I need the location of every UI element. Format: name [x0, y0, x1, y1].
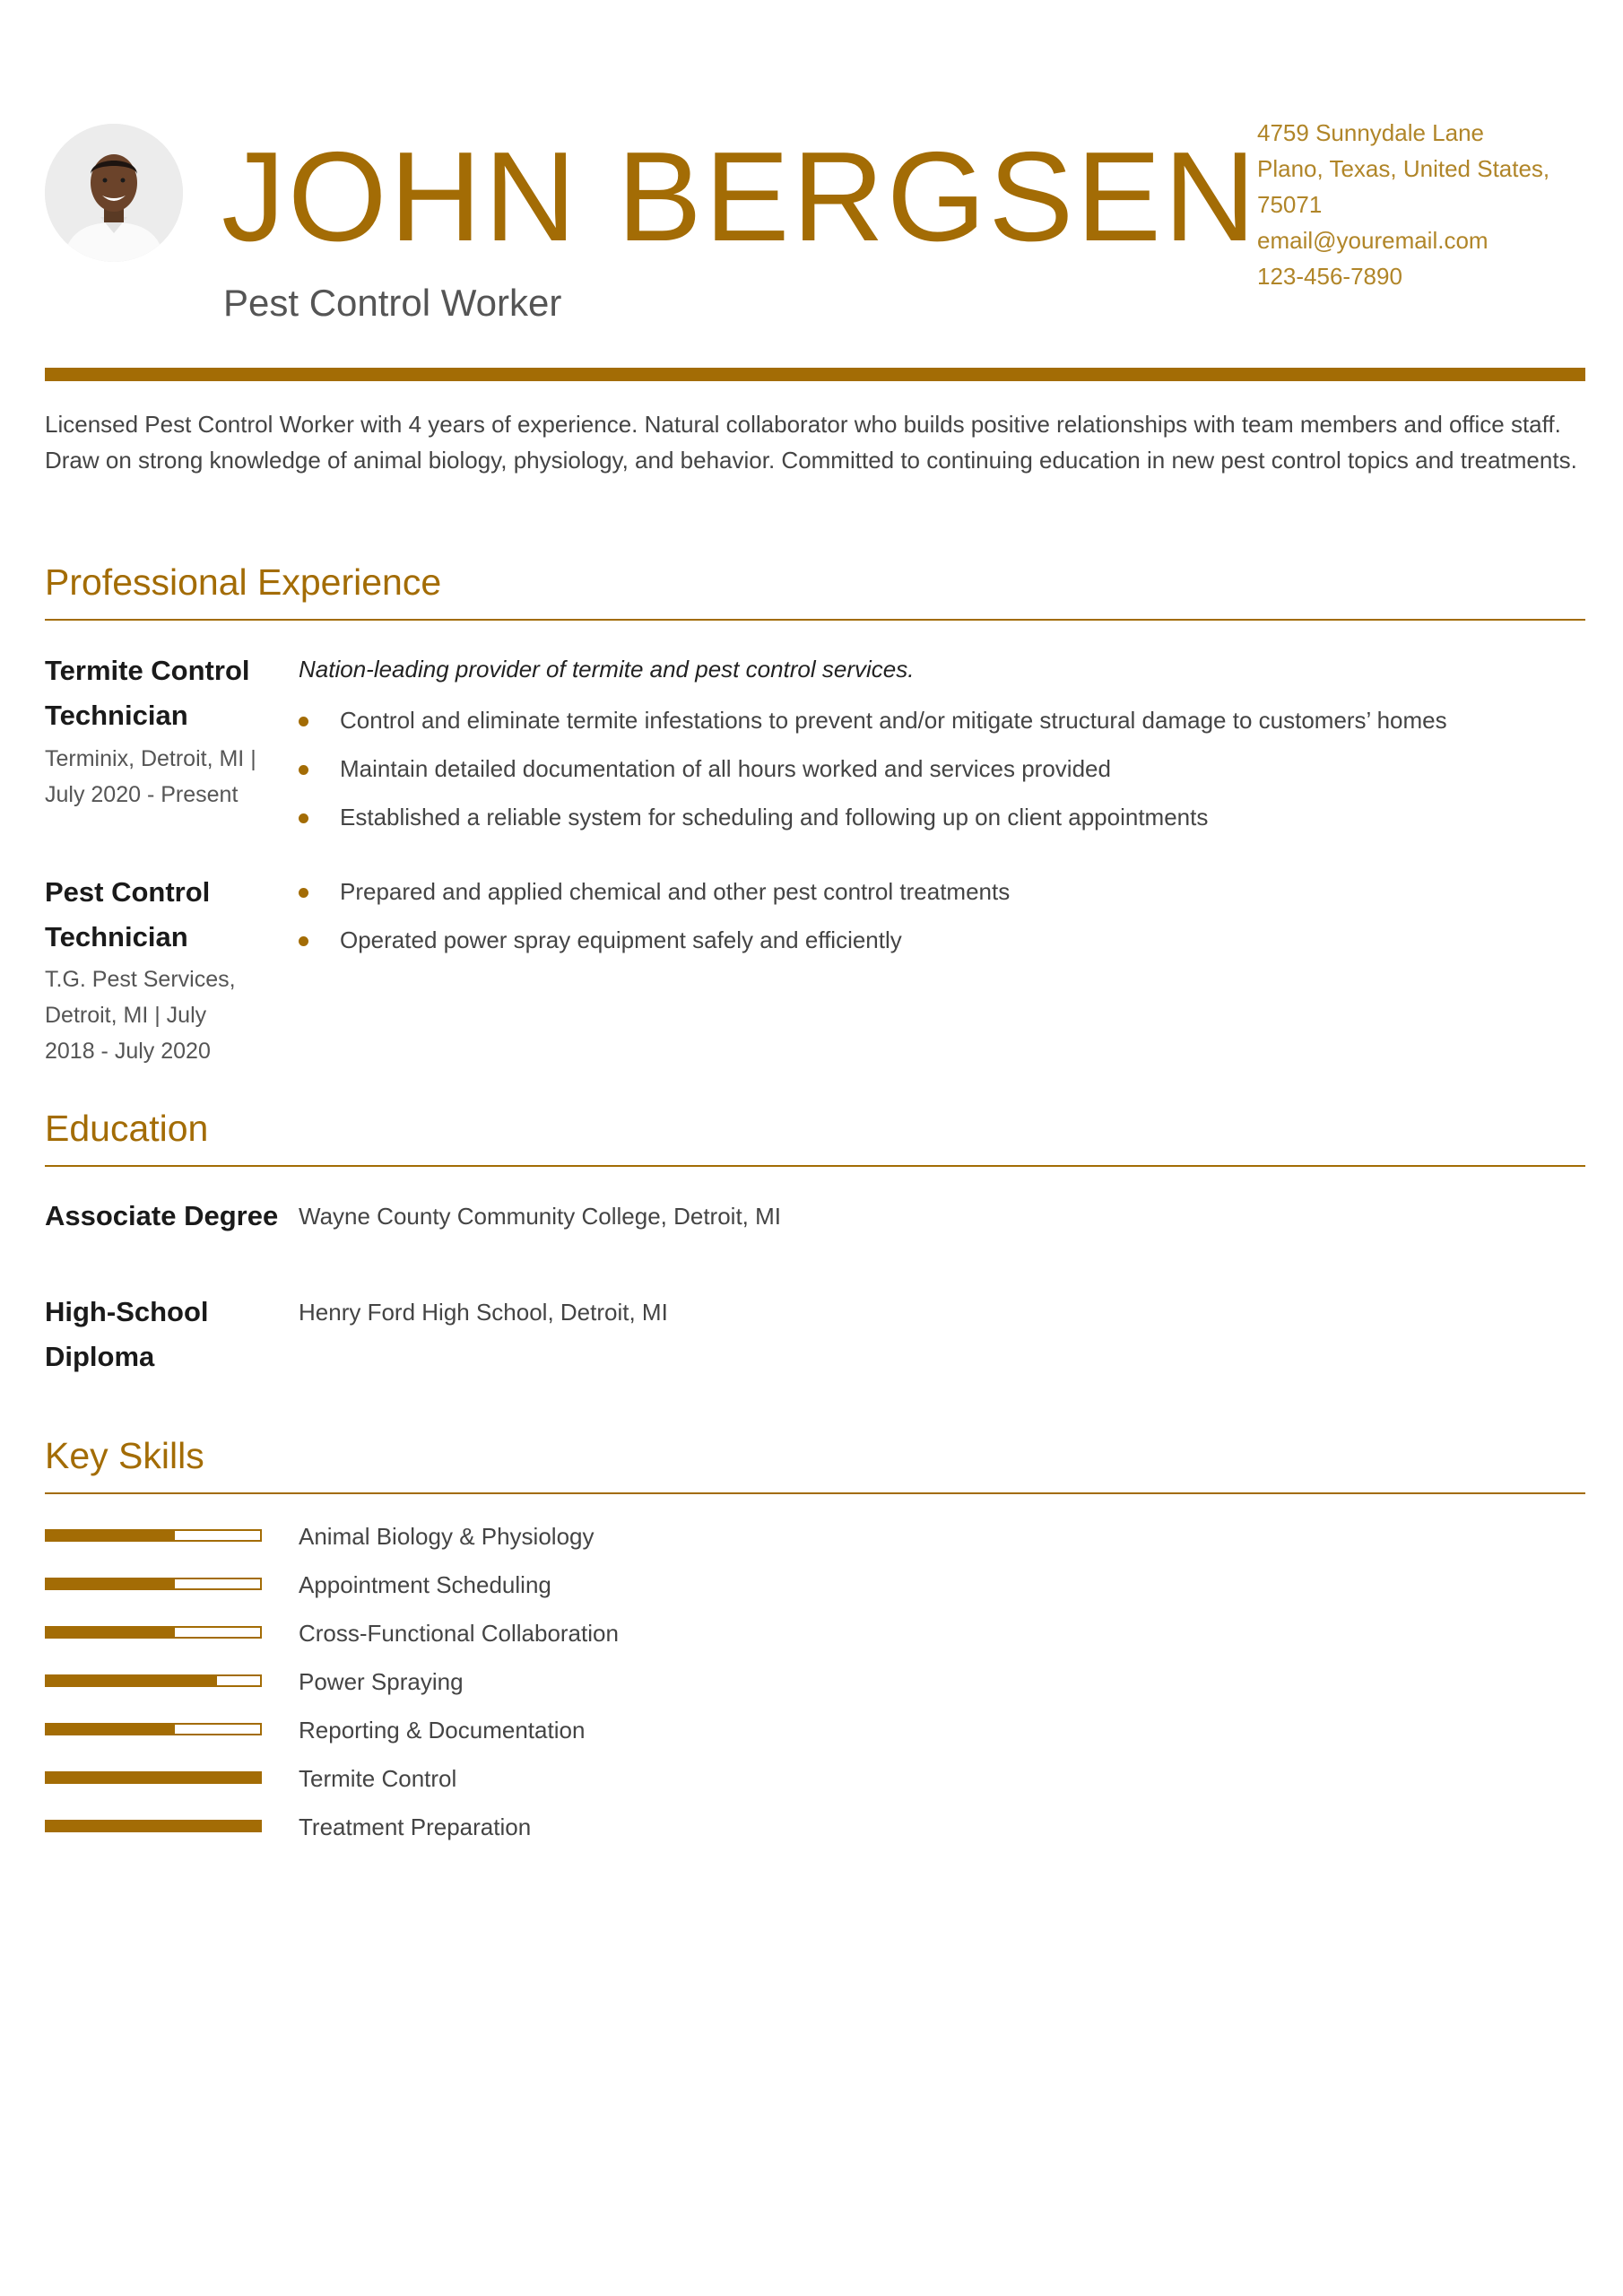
skill-level-fill — [47, 1628, 175, 1637]
skill-row — [45, 1809, 942, 1845]
skill-level-bar — [45, 1820, 262, 1832]
skill-label: Power Spraying — [299, 1668, 464, 1695]
bullet-text: Maintain detailed documentation of all hours worked and services provided — [340, 755, 1111, 782]
job-bullets — [299, 874, 1581, 970]
list-item — [299, 751, 1581, 787]
job-title-line: Technician — [45, 921, 188, 952]
skill-row — [45, 1761, 942, 1796]
contact-block — [1257, 115, 1549, 294]
job-meta-line: July 2020 - Present — [45, 782, 239, 807]
bullet-icon — [299, 765, 308, 775]
degree-title-line: Diploma — [45, 1341, 155, 1372]
degree-title — [45, 1290, 287, 1379]
section-title-experience: Professional Experience — [45, 561, 442, 603]
skill-row — [45, 1615, 942, 1651]
skill-label: Appointment Scheduling — [299, 1571, 551, 1598]
job-title-line: Pest Control — [45, 876, 211, 908]
skill-level-fill — [47, 1725, 175, 1734]
profile-photo — [45, 124, 183, 262]
section-divider — [45, 1165, 1585, 1167]
candidate-name: JOHN BERGSEN — [221, 126, 1259, 268]
company-description: Nation-leading provider of termite and pest control services. — [299, 656, 915, 683]
skill-row — [45, 1712, 942, 1748]
degree-title: Associate Degree — [45, 1200, 279, 1231]
skill-row — [45, 1664, 942, 1700]
job-meta — [45, 741, 278, 813]
job-meta-line: 2018 - July 2020 — [45, 1039, 211, 1064]
section-title-education: Education — [45, 1108, 209, 1149]
skill-label: Treatment Preparation — [299, 1813, 532, 1840]
job-title-line: Termite Control — [45, 655, 250, 686]
summary-text: Licensed Pest Control Worker with 4 years of experience. Natural collaborator who builds positive relationships with team members and office staff. Draw on strong knowledge of animal biology, physiology, and behavior. Committed to continuing education in new pest control topics and treatments. — [45, 411, 1577, 474]
skill-level-bar — [45, 1529, 262, 1542]
job-meta — [45, 961, 278, 1069]
skill-level-bar — [45, 1723, 262, 1735]
job-title-entry — [45, 648, 269, 738]
list-item — [299, 922, 1581, 958]
address-line-2: Plano, Texas, United States, — [1257, 155, 1550, 182]
bullet-text: Established a reliable system for scheduling and following up on client appointments — [340, 804, 1209, 831]
skill-label: Termite Control — [299, 1765, 457, 1792]
skill-label: Animal Biology & Physiology — [299, 1523, 595, 1550]
skill-label: Cross-Functional Collaboration — [299, 1620, 619, 1647]
skill-level-bar — [45, 1674, 262, 1687]
skill-level-fill — [47, 1676, 217, 1685]
phone-number: 123-456-7890 — [1257, 263, 1402, 290]
list-item — [299, 702, 1581, 738]
skill-row — [45, 1567, 942, 1603]
skill-level-fill — [47, 1822, 260, 1831]
address-line-1: 4759 Sunnydale Lane — [1257, 119, 1485, 146]
skill-row — [45, 1518, 942, 1554]
job-meta-line: Terminix, Detroit, MI | — [45, 746, 256, 771]
bullet-text: Control and eliminate termite infestations to prevent and/or mitigate structural damage to customers’ homes — [340, 707, 1447, 734]
bullet-icon — [299, 717, 308, 726]
school-name: Wayne County Community College, Detroit, MI — [299, 1203, 782, 1230]
skill-level-fill — [47, 1579, 175, 1588]
bullet-text: Prepared and applied chemical and other pest control treatments — [340, 878, 1011, 905]
school-name: Henry Ford High School, Detroit, MI — [299, 1299, 668, 1326]
degree-title-line: High-School — [45, 1296, 209, 1327]
skill-level-bar — [45, 1626, 262, 1639]
skill-label: Reporting & Documentation — [299, 1717, 586, 1744]
bullet-text: Operated power spray equipment safely and efficiently — [340, 926, 902, 953]
section-divider — [45, 619, 1585, 621]
job-bullets — [299, 702, 1581, 848]
bullet-icon — [299, 888, 308, 898]
skill-level-fill — [47, 1773, 260, 1782]
list-item — [299, 874, 1581, 909]
job-meta-line: Detroit, MI | July — [45, 1003, 207, 1028]
job-title: Pest Control Worker — [223, 282, 562, 324]
skill-level-fill — [47, 1531, 175, 1540]
skill-level-bar — [45, 1578, 262, 1590]
list-item — [299, 799, 1581, 835]
job-title-entry — [45, 870, 269, 960]
section-title-skills: Key Skills — [45, 1435, 204, 1476]
bullet-icon — [299, 813, 308, 823]
section-divider — [45, 1492, 1585, 1494]
skill-level-bar — [45, 1771, 262, 1784]
email-link[interactable]: email@youremail.com — [1257, 227, 1488, 254]
postal-code: 75071 — [1257, 191, 1323, 218]
job-meta-line: T.G. Pest Services, — [45, 967, 236, 992]
bullet-icon — [299, 936, 308, 946]
header-divider — [45, 368, 1585, 381]
job-title-line: Technician — [45, 700, 188, 731]
